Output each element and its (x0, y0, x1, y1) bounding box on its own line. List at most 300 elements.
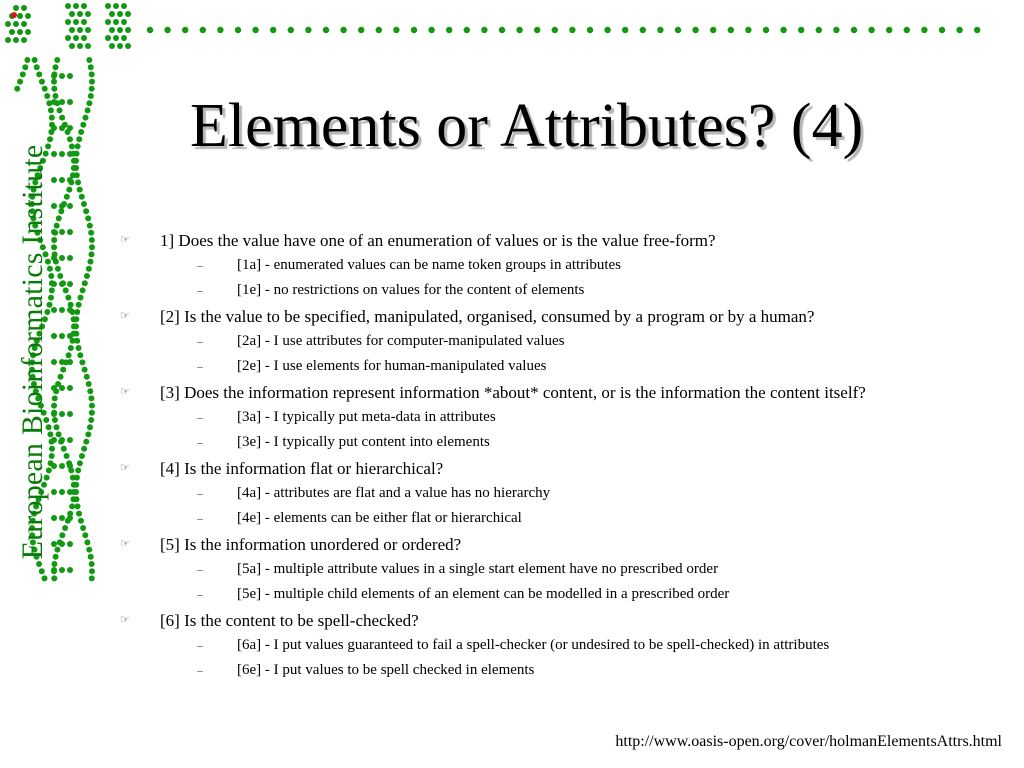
pattern-dot (67, 385, 73, 391)
pattern-dot (569, 27, 575, 33)
pattern-dot (67, 411, 73, 417)
pattern-dot (65, 3, 71, 9)
pattern-dot (67, 541, 73, 547)
pattern-dot (5, 21, 11, 27)
pattern-dot (376, 27, 382, 33)
pattern-dot (147, 27, 153, 33)
pattern-dot (44, 93, 50, 99)
pattern-dot (113, 35, 119, 41)
pattern-dot (67, 333, 73, 339)
pattern-dot (73, 3, 79, 9)
pattern-dot (675, 27, 681, 33)
pattern-dot (88, 395, 94, 401)
answer-list (120, 633, 1010, 683)
pattern-dot (288, 27, 294, 33)
pattern-dot (113, 19, 119, 25)
question-text: 1] Does the value have one of an enumeration of values or is the value free-form? (160, 231, 716, 250)
pattern-dot (17, 79, 23, 85)
answer-item (120, 405, 1010, 430)
pattern-dot (89, 244, 95, 250)
pattern-dot (939, 27, 945, 33)
answer-item (120, 582, 1010, 607)
pattern-dot (73, 316, 79, 322)
dash-icon: – (197, 283, 203, 297)
pattern-dot (76, 345, 82, 351)
pattern-dot (956, 27, 962, 33)
pattern-dot (89, 561, 95, 567)
pattern-dot (67, 99, 73, 105)
pattern-dot (85, 27, 91, 33)
pattern-dot (76, 136, 82, 142)
pattern-dot (59, 99, 65, 105)
pattern-dot (68, 345, 74, 351)
dash-icon: – (197, 486, 203, 500)
pattern-dot (73, 323, 79, 329)
answer-text: [6a] - I put values guaranteed to fail a spell-checker (or undesired to be spell-checked) in attributes (237, 637, 830, 653)
pattern-dot (51, 359, 57, 365)
pattern-dot (59, 115, 65, 121)
pattern-dot (710, 27, 716, 33)
pattern-dot (54, 223, 60, 229)
question-item (120, 532, 1010, 557)
pattern-dot (798, 27, 804, 33)
answer-item (120, 658, 1010, 683)
pattern-dot (305, 27, 311, 33)
pattern-dot (51, 177, 57, 183)
pattern-dot (974, 27, 980, 33)
pattern-dot (67, 567, 73, 573)
question-text: [2] Is the value to be specified, manipulated, organised, consumed by a program or by a human? (160, 307, 815, 326)
pattern-dot (57, 273, 63, 279)
pattern-dot (393, 27, 399, 33)
pattern-dot (51, 281, 57, 287)
pattern-dot (87, 388, 93, 394)
pattern-dot (73, 489, 79, 495)
question-text: [5] Is the information unordered or ordered? (160, 535, 462, 554)
pattern-dot (59, 463, 65, 469)
pattern-dot (39, 79, 45, 85)
pattern-dot (534, 27, 540, 33)
pattern-dot (76, 302, 82, 308)
pattern-dot (86, 266, 92, 272)
pattern-dot (51, 437, 57, 443)
pattern-dot (79, 359, 85, 365)
pattern-dot (54, 547, 60, 553)
pattern-dot (53, 554, 59, 560)
pattern-dot (67, 307, 73, 313)
pattern-dot (109, 43, 115, 49)
pattern-dot (87, 259, 93, 265)
pattern-dot (69, 503, 75, 509)
pattern-dot (84, 273, 90, 279)
pattern-dot (816, 27, 822, 33)
pattern-dot (85, 431, 91, 437)
dash-icon: – (197, 587, 203, 601)
pattern-dot (42, 575, 48, 581)
pattern-dot (64, 453, 70, 459)
pattern-dot (904, 27, 910, 33)
pattern-dot (61, 446, 67, 452)
pattern-dot (51, 151, 57, 157)
pattern-dot (51, 411, 57, 417)
answer-text: [3e] - I typically put content into elements (237, 434, 490, 450)
pattern-dot (499, 27, 505, 33)
pattern-dot (69, 43, 75, 49)
pattern-dot (84, 374, 90, 380)
pattern-dot (67, 437, 73, 443)
pattern-dot (36, 561, 42, 567)
pattern-dot (82, 532, 88, 538)
pattern-dot (604, 27, 610, 33)
pattern-dot (66, 187, 72, 193)
pattern-dot (81, 3, 87, 9)
pattern-dot (39, 568, 45, 574)
pattern-dot (52, 417, 58, 423)
pattern-dot (59, 177, 65, 183)
pattern-dot (48, 107, 54, 113)
pattern-dot (56, 215, 62, 221)
pointing-hand-icon: ☞ (120, 538, 130, 550)
pattern-dot (65, 35, 71, 41)
pattern-dot (622, 27, 628, 33)
pattern-dot (109, 11, 115, 17)
pattern-dot (42, 86, 48, 92)
question-item (120, 304, 1010, 329)
pointing-hand-icon: ☞ (120, 310, 130, 322)
pattern-dot (51, 237, 57, 243)
dash-icon: – (197, 359, 203, 373)
pattern-dot (75, 143, 81, 149)
answer-list (120, 481, 1010, 531)
pattern-dot (64, 194, 70, 200)
pattern-dot (125, 27, 131, 33)
pattern-dot (921, 27, 927, 33)
pattern-dot (36, 71, 42, 77)
pattern-dot (51, 73, 57, 79)
pattern-dot (358, 27, 364, 33)
answer-item (120, 430, 1010, 455)
pattern-dot (117, 43, 123, 49)
pattern-dot (80, 287, 86, 293)
pattern-dot (59, 307, 65, 313)
pattern-dot (728, 27, 734, 33)
pattern-dot (80, 122, 86, 128)
pattern-dot (780, 27, 786, 33)
pattern-dot (85, 11, 91, 17)
pattern-dot (67, 359, 73, 365)
pattern-dot (34, 64, 40, 70)
question-text: [4] Is the information flat or hierarchical? (160, 459, 444, 478)
pattern-dot (59, 489, 65, 495)
question-item (120, 456, 1010, 481)
pattern-dot (868, 27, 874, 33)
pattern-dot (25, 29, 31, 35)
pattern-dot (77, 352, 83, 358)
answer-item (120, 354, 1010, 379)
pattern-dot (9, 29, 15, 35)
pattern-dot (69, 143, 75, 149)
pattern-dot (59, 437, 65, 443)
pattern-dot (59, 532, 65, 538)
pattern-dot (81, 446, 87, 452)
pattern-dot (59, 229, 65, 235)
answer-list (120, 329, 1010, 379)
pattern-dot (464, 27, 470, 33)
answer-text: [1e] - no restrictions on values for the content of elements (237, 282, 585, 298)
pattern-dot (51, 203, 57, 209)
pattern-dot (88, 64, 94, 70)
pattern-dot (82, 280, 88, 286)
pattern-dot (74, 151, 80, 157)
pattern-dot (833, 27, 839, 33)
question-text: [6] Is the content to be spell-checked? (160, 611, 419, 630)
pattern-dot (125, 11, 131, 17)
pattern-dot (340, 27, 346, 33)
pattern-dot (74, 172, 80, 178)
pattern-dot (13, 37, 19, 43)
pattern-dot (84, 539, 90, 545)
pattern-dot (20, 71, 26, 77)
dash-icon: – (197, 334, 203, 348)
pattern-dot (74, 338, 80, 344)
pattern-dot (51, 125, 57, 131)
pattern-dot (73, 19, 79, 25)
pattern-dot (51, 333, 57, 339)
pattern-dot (59, 125, 65, 131)
pattern-dot (886, 27, 892, 33)
dash-icon: – (197, 258, 203, 272)
answer-text: [1a] - enumerated values can be name token groups in attributes (237, 257, 622, 273)
pattern-dot (22, 64, 28, 70)
pattern-dot (66, 352, 72, 358)
pattern-dot (51, 244, 57, 250)
pattern-dot (59, 385, 65, 391)
pattern-dot (51, 515, 57, 521)
answer-text: [4a] - attributes are flat and a value has no hierarchy (237, 485, 551, 501)
pattern-dot (81, 19, 87, 25)
pattern-dot (428, 27, 434, 33)
pattern-dot (76, 511, 82, 517)
pattern-dot (13, 21, 19, 27)
pattern-dot (69, 27, 75, 33)
pattern-dot (73, 35, 79, 41)
answer-item (120, 481, 1010, 506)
pattern-dot (57, 107, 63, 113)
pattern-dot (67, 515, 73, 521)
pattern-dot (51, 463, 57, 469)
pattern-dot (17, 13, 23, 19)
answer-text: [3a] - I typically put meta-data in attributes (237, 409, 496, 425)
pattern-dot (51, 567, 57, 573)
pattern-dot (79, 194, 85, 200)
pattern-dot (83, 115, 89, 121)
pattern-dot (55, 266, 61, 272)
pattern-dot (54, 424, 60, 430)
pattern-dot (59, 255, 65, 261)
pattern-dot (88, 230, 94, 236)
pattern-dot (75, 503, 81, 509)
pattern-dot (78, 129, 84, 135)
pattern-dot (200, 27, 206, 33)
pattern-dot (217, 27, 223, 33)
pointing-hand-icon: ☞ (120, 614, 130, 626)
pattern-dot (24, 57, 30, 63)
pattern-dot (105, 19, 111, 25)
pattern-dot (74, 309, 80, 315)
pointing-hand-icon: ☞ (120, 386, 130, 398)
pattern-dot (51, 575, 57, 581)
pointing-hand-icon: ☞ (120, 462, 130, 474)
red-dot-accent (11, 12, 17, 18)
institute-vertical-label: European Bioinformatics Institute (16, 144, 49, 560)
pattern-dot (81, 35, 87, 41)
pattern-dot (88, 554, 94, 560)
answer-item (120, 557, 1010, 582)
pattern-dot (113, 3, 119, 9)
pattern-dot (78, 518, 84, 524)
pattern-dot (59, 151, 65, 157)
pattern-dot (75, 179, 81, 185)
pattern-dot (117, 27, 123, 33)
pattern-dot (75, 467, 81, 473)
pattern-dot (67, 489, 73, 495)
pattern-dot (763, 27, 769, 33)
source-url[interactable]: http://www.oasis-open.org/cover/holmanElementsAttrs.html (615, 733, 1002, 750)
pattern-dot (182, 27, 188, 33)
pattern-dot (411, 27, 417, 33)
pattern-dot (14, 86, 20, 92)
pattern-dot (516, 27, 522, 33)
pattern-dot (109, 27, 115, 33)
pattern-dot (85, 215, 91, 221)
pattern-dot (89, 410, 95, 416)
pattern-dot (89, 403, 95, 409)
pattern-dot (51, 99, 57, 105)
pattern-dot (117, 11, 123, 17)
question-item (120, 608, 1010, 633)
pattern-dot (73, 482, 79, 488)
pattern-dot (77, 187, 83, 193)
pattern-dot (692, 27, 698, 33)
pattern-dot (77, 43, 83, 49)
pattern-dot (51, 86, 57, 92)
pattern-dot (53, 64, 59, 70)
answer-text: [5e] - multiple child elements of an element can be modelled in a prescribed order (237, 586, 730, 602)
answer-list (120, 253, 1010, 303)
pattern-dot (67, 151, 73, 157)
pattern-dot (73, 331, 79, 337)
pattern-dot (59, 541, 65, 547)
pattern-dot (89, 79, 95, 85)
pattern-dot (17, 29, 23, 35)
pattern-dot (52, 395, 58, 401)
pattern-dot (51, 385, 57, 391)
pattern-dot (323, 27, 329, 33)
pattern-dot (74, 475, 80, 481)
pattern-dot (63, 287, 69, 293)
pattern-dot (89, 575, 95, 581)
pattern-dot (67, 229, 73, 235)
pattern-dot (235, 27, 241, 33)
pattern-dot (59, 333, 65, 339)
pattern-dot (47, 136, 53, 142)
pattern-dot (51, 561, 57, 567)
answer-text: [6e] - I put values to be spell checked in elements (237, 662, 535, 678)
pattern-dot (78, 295, 84, 301)
pattern-dot (49, 115, 55, 121)
question-list (120, 228, 1010, 684)
pattern-dot (121, 3, 127, 9)
pattern-dot (88, 417, 94, 423)
answer-text: [5a] - multiple attribute values in a single start element have no prescribed order (237, 561, 719, 577)
answer-item (120, 278, 1010, 303)
pattern-dot (851, 27, 857, 33)
pattern-dot (86, 547, 92, 553)
dash-icon: – (197, 435, 203, 449)
pattern-dot (67, 125, 73, 131)
pattern-dot (54, 57, 60, 63)
pattern-dot (52, 93, 58, 99)
pattern-dot (105, 3, 111, 9)
pattern-dot (51, 403, 57, 409)
dash-icon: – (197, 562, 203, 576)
pattern-dot (552, 27, 558, 33)
pattern-dot (77, 27, 83, 33)
pattern-dot (62, 525, 68, 531)
pattern-dot (89, 86, 95, 92)
answer-text: [2e] - I use elements for human-manipulated values (237, 358, 547, 374)
answer-item (120, 253, 1010, 278)
pattern-dot (86, 100, 92, 106)
pattern-dot (67, 177, 73, 183)
pattern-dot (69, 11, 75, 17)
answer-item (120, 506, 1010, 531)
pattern-dot (32, 57, 38, 63)
pattern-dot (83, 208, 89, 214)
dash-icon: – (197, 410, 203, 424)
pattern-dot (125, 43, 131, 49)
pattern-dot (13, 5, 19, 11)
pattern-dot (59, 73, 65, 79)
pattern-dot (51, 255, 57, 261)
pattern-dot (87, 424, 93, 430)
pattern-dot (56, 431, 62, 437)
dash-icon: – (197, 511, 203, 525)
pattern-dot (745, 27, 751, 33)
pattern-dot (89, 237, 95, 243)
pattern-dot (83, 439, 89, 445)
pattern-dot (59, 359, 65, 365)
pattern-dot (87, 223, 93, 229)
pattern-dot (80, 525, 86, 531)
pattern-dot (21, 21, 27, 27)
pattern-dot (79, 453, 85, 459)
pattern-dot (67, 463, 73, 469)
pattern-dot (21, 5, 27, 11)
question-item (120, 380, 1010, 405)
pattern-dot (85, 43, 91, 49)
pattern-dot (121, 19, 127, 25)
pattern-dot (481, 27, 487, 33)
pattern-dot (67, 281, 73, 287)
pattern-dot (59, 515, 65, 521)
pattern-dot (60, 367, 66, 373)
pattern-dot (51, 229, 57, 235)
pattern-dot (25, 13, 31, 19)
pattern-dot (59, 411, 65, 417)
pattern-dot (65, 19, 71, 25)
pattern-dot (88, 251, 94, 257)
